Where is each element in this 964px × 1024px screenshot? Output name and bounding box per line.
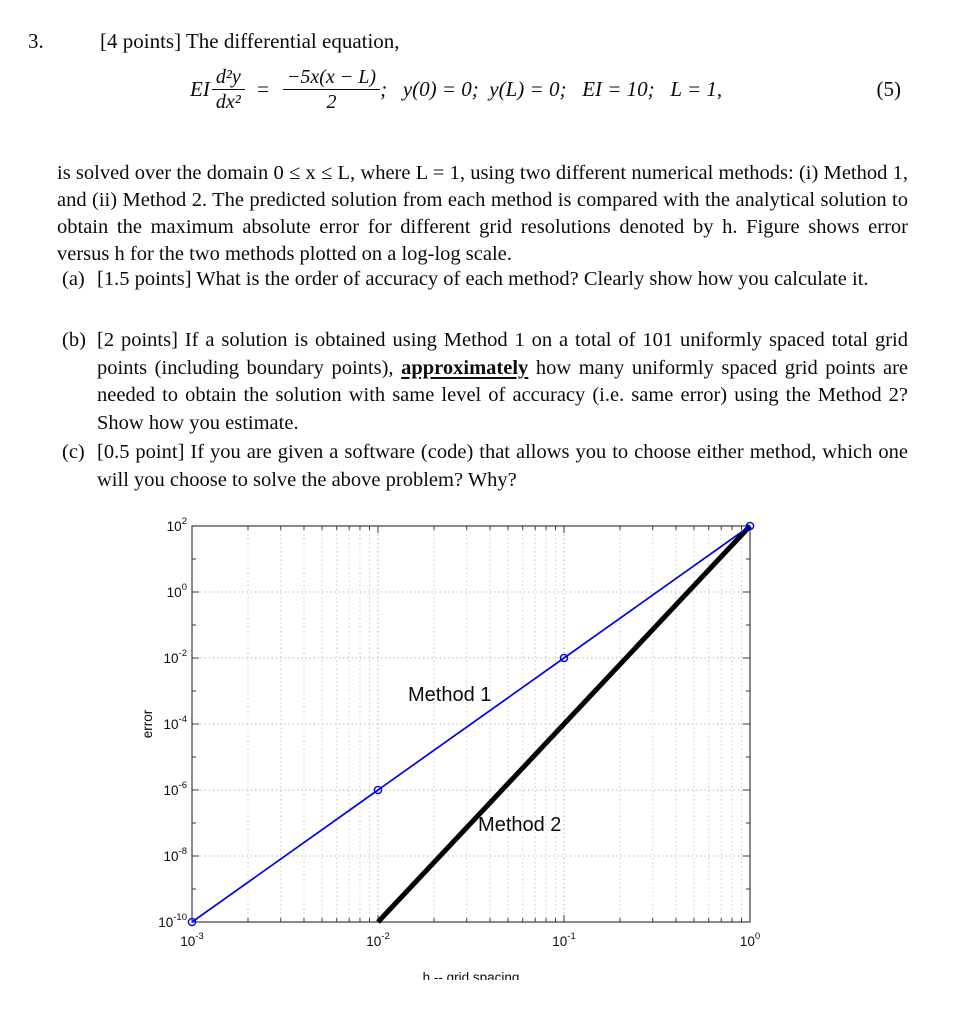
- svg-text:10-3: $10^{-3}$: [180, 931, 204, 949]
- rhs-fraction: [283, 66, 380, 114]
- svg-text:error: error: [140, 709, 155, 739]
- svg-text:10-2: $10^{-2}$: [366, 931, 390, 949]
- boundary-conditions: ; y(0) = 0; y(L) = 0; EI = 10; L = 1,: [380, 77, 723, 102]
- equation-number: (5): [876, 77, 901, 102]
- equals-sign: =: [255, 77, 270, 102]
- svg-text:100: $10^0$: [739, 931, 761, 949]
- part-a-text: [97, 266, 908, 294]
- derivative-denominator: dx²: [215, 91, 241, 114]
- part-b-label: (b): [62, 329, 86, 351]
- svg-text:102: $10^2$: [166, 516, 187, 534]
- problem-number: 3.: [28, 29, 44, 53]
- part-a-text-pre: [1.5 points] What is the order of accuracy of each method? Clearly show how you calculate it.: [97, 268, 869, 290]
- svg-text:Method 1: Method 1: [408, 683, 492, 706]
- svg-text:10-2: $10^{-2}$: [163, 648, 187, 666]
- part-c-text: [97, 439, 908, 494]
- equation-coefficient: EI: [190, 77, 210, 102]
- part-a-label: (a): [62, 268, 85, 290]
- error-vs-gridspacing-figure: [140, 502, 840, 980]
- loglog-error-chart: [140, 502, 840, 980]
- part-c-label: (c): [62, 441, 85, 463]
- svg-text:10-10: $10^{-10}$: [158, 912, 187, 930]
- svg-text:Method 2: Method 2: [478, 814, 562, 837]
- problem-body-paragraph: is solved over the domain 0 ≤ x ≤ L, where L = 1, using two different numerical methods: (i) Method 1, and (ii) Method 2. The predicted solution from each method is compared with the analytical solution to obtain the maximum absolute error for different grid resolutions denoted by h. Figure shows error versus h for the two methods plotted on a log-log scale.: [57, 161, 908, 266]
- part-b-text: [97, 327, 908, 437]
- part-b-text-emph: approximately: [401, 356, 529, 379]
- part-a: [62, 266, 908, 294]
- differential-equation: [190, 66, 901, 114]
- svg-text:100: $10^0$: [166, 582, 187, 600]
- part-c-text-pre: [0.5 point] If you are given a software (code) that allows you to choose either method, which one will you choose to solve the above problem? Why?: [97, 441, 908, 491]
- problem-intro: [4 points] The differential equation,: [100, 29, 400, 53]
- part-b-text-post: how many uniformly spaced grid points are needed to obtain the solution with same level of accuracy (i.e. same error) using the Method 2? Show how you estimate.: [97, 356, 908, 434]
- part-b: [62, 327, 908, 437]
- derivative-fraction: [212, 66, 245, 114]
- svg-text:10-8: $10^{-8}$: [163, 846, 187, 864]
- derivative-numerator: d²y: [212, 66, 245, 90]
- rhs-denominator: 2: [326, 91, 337, 114]
- rhs-numerator: −5x(x − L): [283, 66, 380, 90]
- svg-text:10-4: $10^{-4}$: [163, 714, 187, 732]
- svg-text:10-6: $10^{-6}$: [163, 780, 187, 798]
- equation-math: [190, 66, 722, 114]
- svg-text:h -- grid spacing: h -- grid spacing: [422, 970, 520, 980]
- part-c: [62, 439, 908, 494]
- part-b-text-pre: [2 points] If a solution is obtained using Method 1 on a total of 101 uniformly spaced total grid points (including boundary points),: [97, 329, 908, 379]
- svg-text:10-1: $10^{-1}$: [552, 931, 576, 949]
